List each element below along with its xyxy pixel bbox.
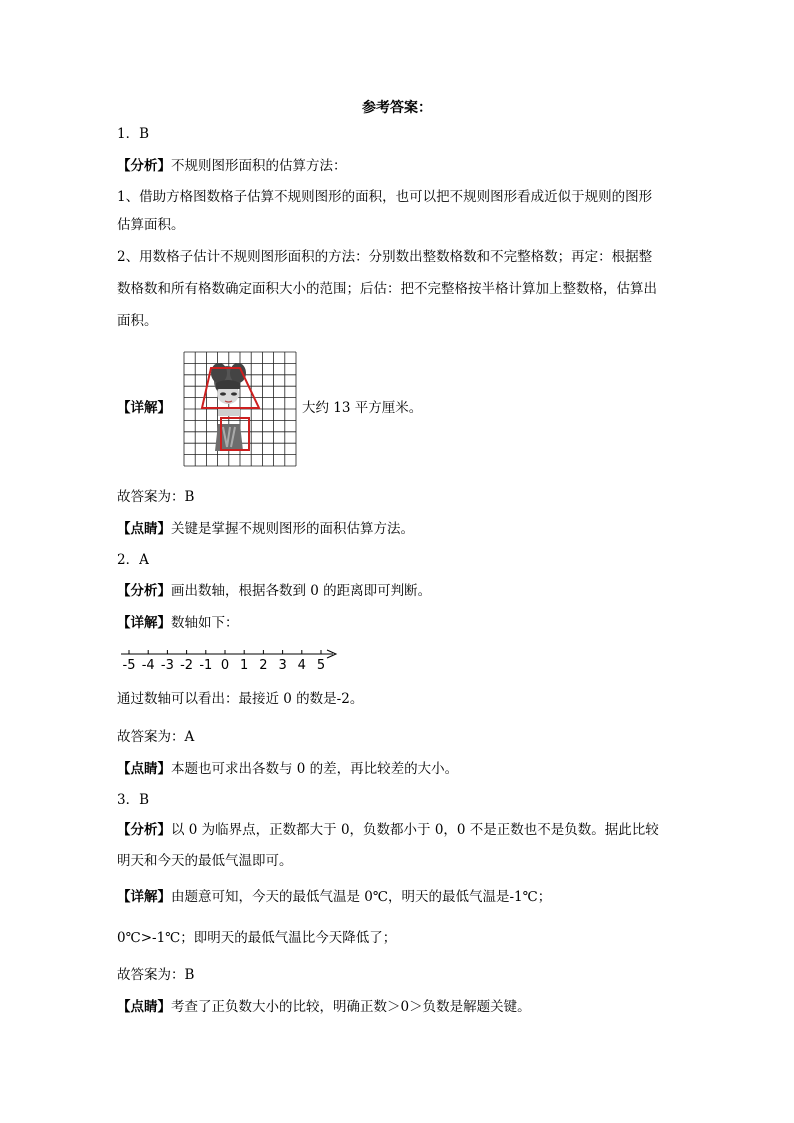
- detail-tag: 【详解】: [117, 889, 171, 905]
- q1-number: 1．B: [117, 126, 150, 142]
- q1-comment: [117, 519, 414, 539]
- q3-comment-text: 考查了正负数大小的比较，明确正数＞0＞负数是解题关键。: [171, 999, 531, 1015]
- q1-analysis-text: 不规则图形面积的估算方法：: [171, 158, 347, 174]
- number-line-label: -1: [199, 658, 213, 673]
- comment-tag: 【点睛】: [117, 761, 171, 777]
- page-title: 参考答案：: [362, 100, 432, 116]
- q3-number: 3．B: [117, 792, 150, 808]
- q1-point1-line2: 估算面积。: [117, 217, 185, 233]
- q1-point1-line1: 1、借助方格图数格子估算不规则图形的面积，也可以把不规则图形看成近似于规则的图形: [117, 189, 653, 205]
- detail-tag: 【详解】: [117, 615, 171, 631]
- comment-tag: 【点睛】: [117, 999, 171, 1015]
- q3-detail-text: 由题意可知，今天的最低气温是 0℃，明天的最低气温是-1℃；: [171, 889, 552, 905]
- grid-figure: [183, 351, 297, 467]
- q3-analysis-line2: 明天和今天的最低气温即可。: [117, 853, 293, 869]
- girl-body-illustration: [215, 408, 243, 451]
- number-line-label: 5: [316, 658, 326, 673]
- number-line-label: 2: [259, 658, 268, 673]
- number-line-label: -3: [160, 658, 174, 673]
- q1-point2-line2: 数格数和所有格数确定面积大小的范围；后估：把不完整格按半格计算加上整数格，估算出: [117, 281, 657, 297]
- analysis-tag: 【分析】: [117, 158, 171, 174]
- q3-analysis: [117, 820, 659, 840]
- number-line: [117, 647, 342, 673]
- number-line-label: -2: [180, 658, 194, 673]
- number-line-label: 0: [220, 658, 230, 673]
- q1-detail-text: 大约 13 平方厘米。: [302, 400, 423, 416]
- number-line-label: -5: [122, 658, 136, 673]
- analysis-tag: 【分析】: [117, 583, 171, 599]
- q2-answer: 故答案为：A: [117, 729, 195, 745]
- q1-point2-line3: 面积。: [117, 313, 158, 329]
- q2-number: 2．A: [117, 552, 149, 568]
- q2-observation: 通过数轴可以看出：最接近 0 的数是-2。: [117, 691, 364, 707]
- q1-point2-line1: 2、用数格子估计不规则图形面积的方法：分别数出整数格数和不完整格数；再定：根据整: [117, 249, 653, 265]
- q3-answer: 故答案为：B: [117, 967, 195, 983]
- q2-analysis: [117, 581, 431, 601]
- q3-comment: [117, 997, 531, 1017]
- q2-comment: [117, 759, 458, 779]
- q1-analysis: [117, 156, 347, 176]
- q1-answer: 故答案为：B: [117, 489, 195, 505]
- q3-detail: [117, 887, 551, 907]
- q3-detail-line2: 0℃>-1℃；即明天的最低气温比今天降低了；: [117, 930, 397, 946]
- q2-analysis-text: 画出数轴，根据各数到 0 的距离即可判断。: [171, 583, 432, 599]
- analysis-tag: 【分析】: [117, 822, 171, 838]
- q2-detail-text: 数轴如下：: [171, 615, 239, 631]
- number-line-label: 3: [278, 658, 287, 673]
- q2-detail: [117, 613, 239, 633]
- q2-comment-text: 本题也可求出各数与 0 的差，再比较差的大小。: [171, 761, 459, 777]
- number-line-label: 4: [297, 658, 306, 673]
- number-line-label: -4: [141, 658, 155, 673]
- q1-detail-tag: 【详解】: [117, 400, 171, 416]
- comment-tag: 【点睛】: [117, 521, 171, 537]
- number-line-label: 1: [240, 658, 249, 673]
- q3-analysis-text: 以 0 为临界点，正数都大于 0，负数都小于 0，0 不是正数也不是负数。据此比较: [171, 822, 659, 838]
- q1-comment-text: 关键是掌握不规则图形的面积估算方法。: [171, 521, 414, 537]
